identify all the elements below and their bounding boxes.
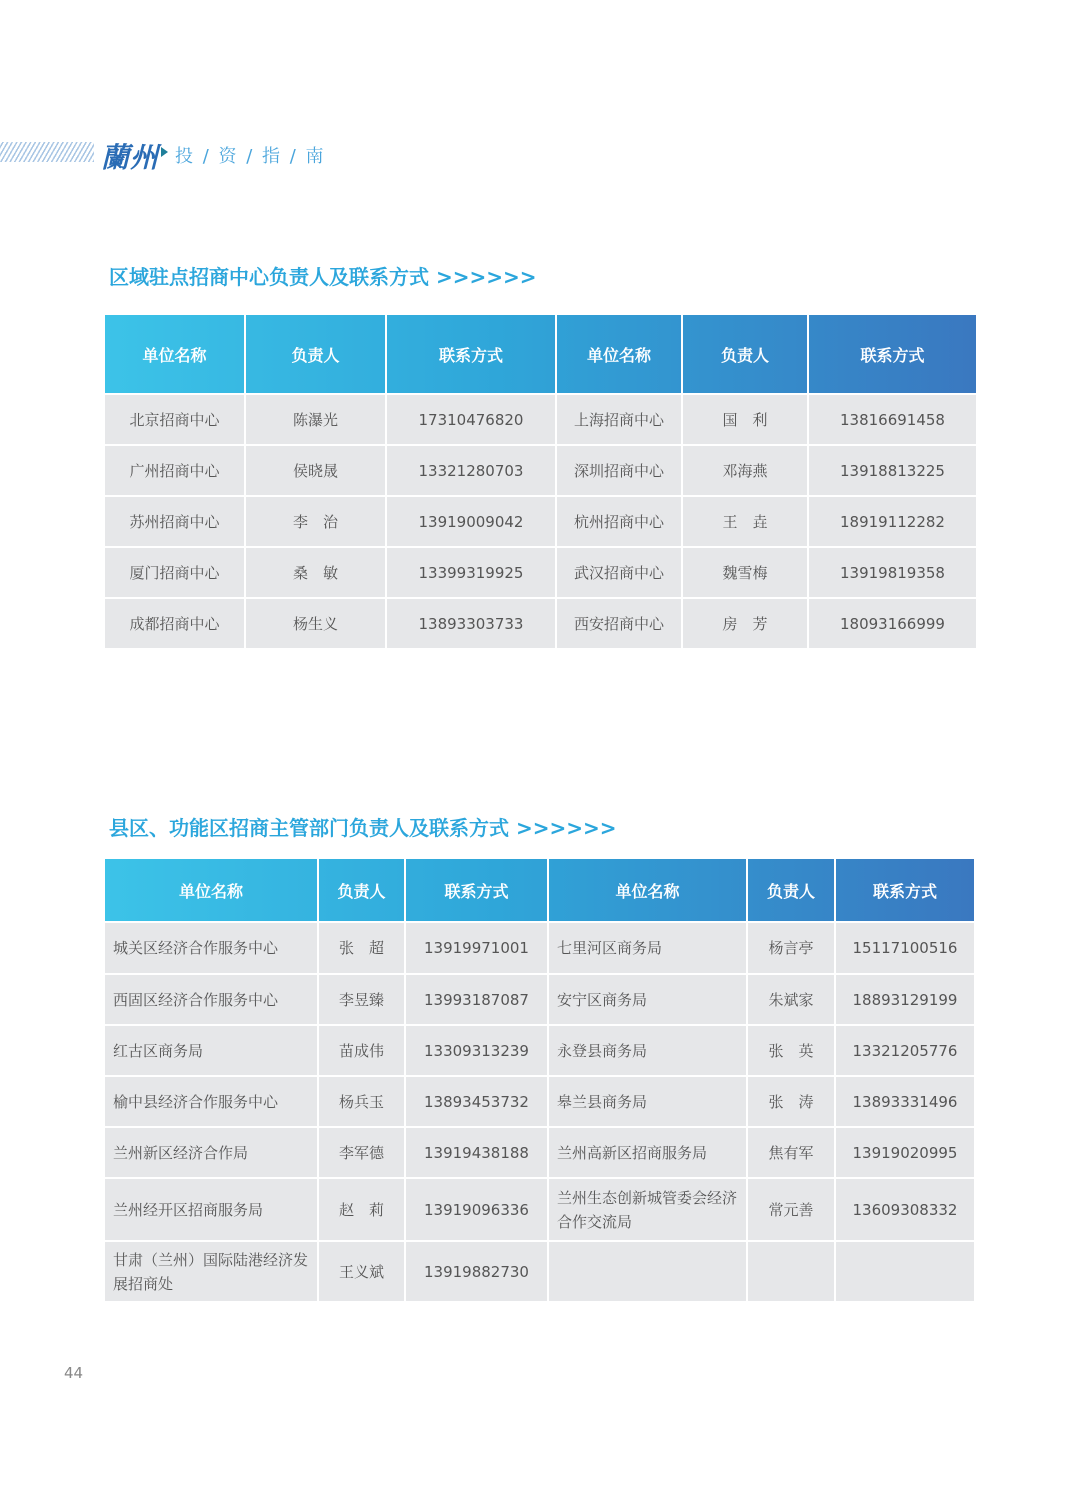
table-cell: 甘肃（兰州）国际陆港经济发展招商处 (105, 1241, 318, 1302)
column-header: 单位名称 (105, 315, 245, 394)
table-cell: 13399319925 (386, 547, 556, 598)
column-header: 单位名称 (105, 859, 318, 922)
table-cell: 榆中县经济合作服务中心 (105, 1076, 318, 1127)
table-cell: 红古区商务局 (105, 1025, 318, 1076)
table-cell (747, 1241, 835, 1302)
table-cell: 13309313239 (405, 1025, 548, 1076)
section2-title: 县区、功能区招商主管部门负责人及联系方式 >>>>>> (109, 816, 617, 840)
table-cell: 成都招商中心 (105, 598, 245, 649)
table-cell: 苗成伟 (318, 1025, 405, 1076)
table-cell: 广州招商中心 (105, 445, 245, 496)
district-departments-table (105, 859, 976, 1303)
table-row (105, 1241, 975, 1302)
table-cell: 13993187087 (405, 974, 548, 1025)
table-cell: 王义斌 (318, 1241, 405, 1302)
table-cell: 张 涛 (747, 1076, 835, 1127)
table-cell: 13321205776 (835, 1025, 975, 1076)
table-cell: 13919009042 (386, 496, 556, 547)
table-cell: 13919020995 (835, 1127, 975, 1178)
table-row (105, 1178, 975, 1241)
table-cell: 17310476820 (386, 394, 556, 445)
column-header: 联系方式 (405, 859, 548, 922)
table-cell: 厦门招商中心 (105, 547, 245, 598)
table-cell: 房 芳 (682, 598, 808, 649)
table-cell: 兰州经开区招商服务局 (105, 1178, 318, 1241)
column-header: 联系方式 (808, 315, 977, 394)
table-cell: 西安招商中心 (556, 598, 682, 649)
table-cell: 常元善 (747, 1178, 835, 1241)
table-cell: 侯晓晟 (245, 445, 386, 496)
table-cell: 北京招商中心 (105, 394, 245, 445)
column-header: 负责人 (318, 859, 405, 922)
table-cell: 李昱臻 (318, 974, 405, 1025)
table-cell: 焦有军 (747, 1127, 835, 1178)
header-guide: 投 / 资 / 指 / 南 (175, 146, 326, 167)
table-cell: 皋兰县商务局 (548, 1076, 747, 1127)
table-cell: 13919971001 (405, 922, 548, 974)
table-cell: 13321280703 (386, 445, 556, 496)
table-cell: 13919882730 (405, 1241, 548, 1302)
table-cell: 张 英 (747, 1025, 835, 1076)
column-header: 负责人 (682, 315, 808, 394)
table-cell: 18893129199 (835, 974, 975, 1025)
table-cell: 13893303733 (386, 598, 556, 649)
table-row (105, 1025, 975, 1076)
table-cell: 18093166999 (808, 598, 977, 649)
table-cell: 张 超 (318, 922, 405, 974)
section1-title: 区域驻点招商中心负责人及联系方式 >>>>>> (109, 265, 537, 289)
table-cell: 永登县商务局 (548, 1025, 747, 1076)
table-cell: 安宁区商务局 (548, 974, 747, 1025)
table-cell: 魏雪梅 (682, 547, 808, 598)
table-row (105, 598, 977, 649)
table-cell: 王 垚 (682, 496, 808, 547)
logo: 蘭州 (101, 141, 160, 174)
table-cell: 杭州招商中心 (556, 496, 682, 547)
table-cell: 国 利 (682, 394, 808, 445)
table-row (105, 496, 977, 547)
table-cell: 18919112282 (808, 496, 977, 547)
table-cell: 西固区经济合作服务中心 (105, 974, 318, 1025)
column-header: 单位名称 (548, 859, 747, 922)
table-cell: 兰州高新区招商服务局 (548, 1127, 747, 1178)
table-cell: 苏州招商中心 (105, 496, 245, 547)
table-cell: 13609308332 (835, 1178, 975, 1241)
regional-centers-table (105, 315, 978, 650)
table-cell: 杨生义 (245, 598, 386, 649)
table-cell (548, 1241, 747, 1302)
table-cell: 城关区经济合作服务中心 (105, 922, 318, 974)
table-cell: 13919819358 (808, 547, 977, 598)
table-cell: 13919438188 (405, 1127, 548, 1178)
table-cell: 李 治 (245, 496, 386, 547)
table-row (105, 1076, 975, 1127)
table-row (105, 1127, 975, 1178)
table-cell: 武汉招商中心 (556, 547, 682, 598)
table-cell: 陈瀑光 (245, 394, 386, 445)
table-row (105, 394, 977, 445)
table-cell: 13816691458 (808, 394, 977, 445)
triangle-icon (161, 147, 168, 157)
table-cell: 桑 敏 (245, 547, 386, 598)
table-cell: 13893453732 (405, 1076, 548, 1127)
table-cell: 深圳招商中心 (556, 445, 682, 496)
table-cell: 兰州新区经济合作局 (105, 1127, 318, 1178)
column-header: 单位名称 (556, 315, 682, 394)
column-header: 负责人 (245, 315, 386, 394)
table-cell: 13918813225 (808, 445, 977, 496)
table-cell: 赵 莉 (318, 1178, 405, 1241)
table-row (105, 974, 975, 1025)
table-cell (835, 1241, 975, 1302)
table-cell: 朱斌家 (747, 974, 835, 1025)
table-cell: 15117100516 (835, 922, 975, 974)
table-cell: 杨言亭 (747, 922, 835, 974)
table-cell: 13893331496 (835, 1076, 975, 1127)
table-cell: 兰州生态创新城管委会经济合作交流局 (548, 1178, 747, 1241)
table-row (105, 445, 977, 496)
table-cell: 李军德 (318, 1127, 405, 1178)
table-cell: 13919096336 (405, 1178, 548, 1241)
column-header: 负责人 (747, 859, 835, 922)
column-header: 联系方式 (835, 859, 975, 922)
table-cell: 邓海燕 (682, 445, 808, 496)
table-cell: 七里河区商务局 (548, 922, 747, 974)
table-row (105, 547, 977, 598)
column-header: 联系方式 (386, 315, 556, 394)
page-number: 44 (64, 1364, 84, 1382)
table-row (105, 922, 975, 974)
table-cell: 杨兵玉 (318, 1076, 405, 1127)
table-cell: 上海招商中心 (556, 394, 682, 445)
decorative-hatch (0, 142, 94, 162)
